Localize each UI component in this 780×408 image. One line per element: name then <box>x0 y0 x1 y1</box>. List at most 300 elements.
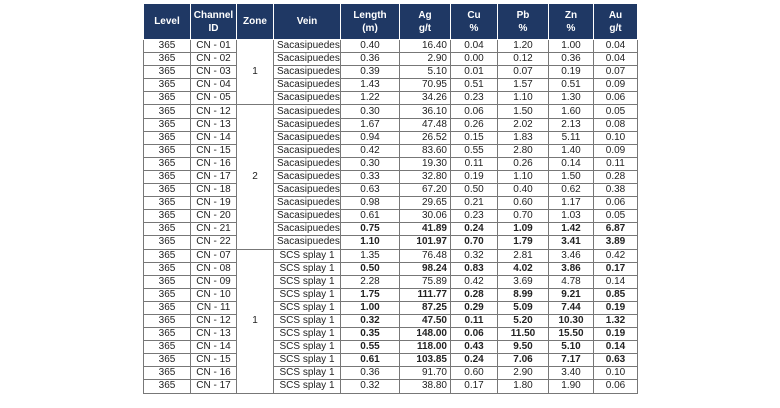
vein-cell: SCS splay 1 <box>274 354 341 367</box>
table-row <box>144 144 638 157</box>
length-cell: 0.33 <box>341 170 400 183</box>
pb-cell: 5.09 <box>498 301 549 314</box>
vein-cell: Sacasipuedes <box>274 157 341 170</box>
ag-cell: 34.26 <box>400 92 451 105</box>
vein-cell: Sacasipuedes <box>274 236 341 249</box>
zn-cell: 1.90 <box>549 380 594 393</box>
vein-cell: Sacasipuedes <box>274 79 341 92</box>
header-length <box>341 4 400 40</box>
pb-cell: 5.20 <box>498 314 549 327</box>
vein-cell: SCS splay 1 <box>274 301 341 314</box>
table-row <box>144 341 638 354</box>
level-cell: 365 <box>144 184 191 197</box>
au-cell: 0.08 <box>594 118 638 131</box>
channel-id-cell: CN - 22 <box>191 236 237 249</box>
length-cell: 0.50 <box>341 262 400 275</box>
table-row <box>144 314 638 327</box>
pb-cell: 1.57 <box>498 79 549 92</box>
vein-cell: Sacasipuedes <box>274 92 341 105</box>
ag-cell: 47.50 <box>400 314 451 327</box>
au-cell: 0.10 <box>594 131 638 144</box>
ag-cell: 67.20 <box>400 184 451 197</box>
table-row <box>144 157 638 170</box>
ag-cell: 91.70 <box>400 367 451 380</box>
vein-cell: Sacasipuedes <box>274 53 341 66</box>
length-cell: 0.30 <box>341 105 400 118</box>
au-cell: 6.87 <box>594 223 638 236</box>
pb-cell: 1.79 <box>498 236 549 249</box>
channel-id-cell: CN - 07 <box>191 249 237 262</box>
zn-cell: 5.11 <box>549 131 594 144</box>
au-cell: 3.89 <box>594 236 638 249</box>
au-cell: 0.42 <box>594 249 638 262</box>
cu-cell: 0.60 <box>451 367 498 380</box>
level-cell: 365 <box>144 354 191 367</box>
pb-cell: 2.02 <box>498 118 549 131</box>
zn-cell: 0.19 <box>549 66 594 79</box>
channel-id-cell: CN - 19 <box>191 197 237 210</box>
ag-cell: 98.24 <box>400 262 451 275</box>
channel-id-cell: CN - 20 <box>191 210 237 223</box>
au-cell: 0.14 <box>594 341 638 354</box>
ag-cell: 26.52 <box>400 131 451 144</box>
channel-id-cell: CN - 04 <box>191 79 237 92</box>
table-row <box>144 236 638 249</box>
length-cell: 2.28 <box>341 275 400 288</box>
cu-cell: 0.00 <box>451 53 498 66</box>
zn-cell: 5.10 <box>549 341 594 354</box>
channel-id-cell: CN - 15 <box>191 144 237 157</box>
ag-cell: 87.25 <box>400 301 451 314</box>
zn-cell: 2.13 <box>549 118 594 131</box>
header-label: Length <box>353 9 387 21</box>
au-cell: 0.10 <box>594 367 638 380</box>
assay-results-table <box>143 3 638 394</box>
pb-cell: 0.12 <box>498 53 549 66</box>
vein-cell: SCS splay 1 <box>274 275 341 288</box>
channel-id-cell: CN - 08 <box>191 262 237 275</box>
vein-cell: SCS splay 1 <box>274 367 341 380</box>
pb-cell: 1.80 <box>498 380 549 393</box>
pb-cell: 0.26 <box>498 157 549 170</box>
ag-cell: 83.60 <box>400 144 451 157</box>
au-cell: 0.85 <box>594 288 638 301</box>
table-row <box>144 249 638 262</box>
header-unit: (m) <box>362 22 378 34</box>
channel-id-cell: CN - 10 <box>191 288 237 301</box>
channel-id-cell: CN - 03 <box>191 66 237 79</box>
pb-cell: 1.83 <box>498 131 549 144</box>
length-cell: 0.40 <box>341 40 400 53</box>
ag-cell: 75.89 <box>400 275 451 288</box>
au-cell: 0.09 <box>594 144 638 157</box>
ag-cell: 2.90 <box>400 53 451 66</box>
pb-cell: 8.99 <box>498 288 549 301</box>
zn-cell: 3.41 <box>549 236 594 249</box>
level-cell: 365 <box>144 170 191 183</box>
level-cell: 365 <box>144 79 191 92</box>
cu-cell: 0.04 <box>451 40 498 53</box>
au-cell: 0.06 <box>594 92 638 105</box>
pb-cell: 2.80 <box>498 144 549 157</box>
vein-cell: Sacasipuedes <box>274 66 341 79</box>
table-body <box>144 40 638 394</box>
ag-cell: 111.77 <box>400 288 451 301</box>
header-unit: % <box>566 22 576 34</box>
header-vein <box>274 4 341 40</box>
header-au <box>594 4 638 40</box>
au-cell: 1.32 <box>594 314 638 327</box>
pb-cell: 0.40 <box>498 184 549 197</box>
au-cell: 0.05 <box>594 105 638 118</box>
au-cell: 0.14 <box>594 275 638 288</box>
au-cell: 0.19 <box>594 328 638 341</box>
cu-cell: 0.21 <box>451 197 498 210</box>
zn-cell: 0.62 <box>549 184 594 197</box>
length-cell: 1.35 <box>341 249 400 262</box>
cu-cell: 0.29 <box>451 301 498 314</box>
zn-cell: 1.17 <box>549 197 594 210</box>
table-row <box>144 118 638 131</box>
header-label: Cu <box>467 9 481 21</box>
pb-cell: 1.10 <box>498 92 549 105</box>
zn-cell: 3.86 <box>549 262 594 275</box>
table-row <box>144 288 638 301</box>
header-label: Zn <box>564 9 578 21</box>
header-label: Level <box>154 16 180 27</box>
level-cell: 365 <box>144 66 191 79</box>
channel-id-cell: CN - 14 <box>191 341 237 354</box>
ag-cell: 32.80 <box>400 170 451 183</box>
level-cell: 365 <box>144 328 191 341</box>
ag-cell: 19.30 <box>400 157 451 170</box>
zn-cell: 7.17 <box>549 354 594 367</box>
vein-cell: Sacasipuedes <box>274 105 341 118</box>
cu-cell: 0.11 <box>451 157 498 170</box>
header-zn <box>549 4 594 40</box>
pb-cell: 11.50 <box>498 328 549 341</box>
vein-cell: SCS splay 1 <box>274 262 341 275</box>
length-cell: 0.36 <box>341 367 400 380</box>
table-row <box>144 210 638 223</box>
channel-id-cell: CN - 16 <box>191 367 237 380</box>
cu-cell: 0.83 <box>451 262 498 275</box>
table-row <box>144 275 638 288</box>
table-row <box>144 380 638 393</box>
vein-cell: Sacasipuedes <box>274 197 341 210</box>
cu-cell: 0.32 <box>451 249 498 262</box>
au-cell: 0.19 <box>594 301 638 314</box>
zn-cell: 7.44 <box>549 301 594 314</box>
cu-cell: 0.26 <box>451 118 498 131</box>
length-cell: 0.35 <box>341 328 400 341</box>
zone-cell: 2 <box>237 105 274 249</box>
cu-cell: 0.70 <box>451 236 498 249</box>
cu-cell: 0.23 <box>451 92 498 105</box>
channel-id-cell: CN - 21 <box>191 223 237 236</box>
ag-cell: 70.95 <box>400 79 451 92</box>
cu-cell: 0.23 <box>451 210 498 223</box>
pb-cell: 0.07 <box>498 66 549 79</box>
table-row <box>144 170 638 183</box>
table-row <box>144 40 638 53</box>
level-cell: 365 <box>144 157 191 170</box>
table-row <box>144 262 638 275</box>
cu-cell: 0.06 <box>451 328 498 341</box>
length-cell: 0.30 <box>341 157 400 170</box>
cu-cell: 0.43 <box>451 341 498 354</box>
au-cell: 0.06 <box>594 380 638 393</box>
cu-cell: 0.24 <box>451 354 498 367</box>
ag-cell: 29.65 <box>400 197 451 210</box>
pb-cell: 1.10 <box>498 170 549 183</box>
length-cell: 0.61 <box>341 210 400 223</box>
level-cell: 365 <box>144 314 191 327</box>
header-unit: % <box>469 22 479 34</box>
cu-cell: 0.28 <box>451 288 498 301</box>
vein-cell: Sacasipuedes <box>274 40 341 53</box>
au-cell: 0.05 <box>594 210 638 223</box>
channel-id-cell: CN - 17 <box>191 170 237 183</box>
cu-cell: 0.01 <box>451 66 498 79</box>
zn-cell: 9.21 <box>549 288 594 301</box>
header-label: Pb <box>516 9 530 21</box>
ag-cell: 103.85 <box>400 354 451 367</box>
header-channel-id <box>191 4 237 40</box>
ag-cell: 118.00 <box>400 341 451 354</box>
channel-id-cell: CN - 11 <box>191 301 237 314</box>
level-cell: 365 <box>144 288 191 301</box>
zn-cell: 1.60 <box>549 105 594 118</box>
length-cell: 0.39 <box>341 66 400 79</box>
table-row <box>144 197 638 210</box>
channel-id-cell: CN - 01 <box>191 40 237 53</box>
length-cell: 0.94 <box>341 131 400 144</box>
vein-cell: Sacasipuedes <box>274 144 341 157</box>
zn-cell: 3.40 <box>549 367 594 380</box>
header-unit: ID <box>208 22 219 34</box>
vein-cell: Sacasipuedes <box>274 131 341 144</box>
vein-cell: Sacasipuedes <box>274 184 341 197</box>
cu-cell: 0.17 <box>451 380 498 393</box>
ag-cell: 16.40 <box>400 40 451 53</box>
cu-cell: 0.06 <box>451 105 498 118</box>
vein-cell: Sacasipuedes <box>274 223 341 236</box>
channel-id-cell: CN - 18 <box>191 184 237 197</box>
cu-cell: 0.51 <box>451 79 498 92</box>
header-level <box>144 4 191 40</box>
channel-id-cell: CN - 05 <box>191 92 237 105</box>
au-cell: 0.38 <box>594 184 638 197</box>
header-label: Au <box>608 9 623 21</box>
au-cell: 0.07 <box>594 66 638 79</box>
level-cell: 365 <box>144 341 191 354</box>
vein-cell: Sacasipuedes <box>274 210 341 223</box>
vein-cell: SCS splay 1 <box>274 341 341 354</box>
header-unit: % <box>518 22 528 34</box>
pb-cell: 9.50 <box>498 341 549 354</box>
channel-id-cell: CN - 14 <box>191 131 237 144</box>
length-cell: 0.63 <box>341 184 400 197</box>
level-cell: 365 <box>144 367 191 380</box>
pb-cell: 2.90 <box>498 367 549 380</box>
cu-cell: 0.19 <box>451 170 498 183</box>
level-cell: 365 <box>144 197 191 210</box>
level-cell: 365 <box>144 380 191 393</box>
ag-cell: 36.10 <box>400 105 451 118</box>
zn-cell: 1.40 <box>549 144 594 157</box>
table-row <box>144 92 638 105</box>
pb-cell: 0.60 <box>498 197 549 210</box>
header-cu <box>451 4 498 40</box>
au-cell: 0.06 <box>594 197 638 210</box>
channel-id-cell: CN - 09 <box>191 275 237 288</box>
cu-cell: 0.50 <box>451 184 498 197</box>
header-pb <box>498 4 549 40</box>
level-cell: 365 <box>144 40 191 53</box>
table-row <box>144 354 638 367</box>
zn-cell: 4.78 <box>549 275 594 288</box>
au-cell: 0.09 <box>594 79 638 92</box>
cu-cell: 0.24 <box>451 223 498 236</box>
header-row <box>144 4 638 40</box>
header-ag <box>400 4 451 40</box>
zn-cell: 15.50 <box>549 328 594 341</box>
cu-cell: 0.55 <box>451 144 498 157</box>
length-cell: 0.32 <box>341 380 400 393</box>
table-row <box>144 105 638 118</box>
channel-id-cell: CN - 12 <box>191 105 237 118</box>
au-cell: 0.04 <box>594 40 638 53</box>
level-cell: 365 <box>144 144 191 157</box>
vein-cell: SCS splay 1 <box>274 328 341 341</box>
au-cell: 0.28 <box>594 170 638 183</box>
zn-cell: 0.14 <box>549 157 594 170</box>
level-cell: 365 <box>144 118 191 131</box>
length-cell: 1.00 <box>341 301 400 314</box>
header-unit: g/t <box>609 22 622 34</box>
ag-cell: 47.48 <box>400 118 451 131</box>
au-cell: 0.17 <box>594 262 638 275</box>
ag-cell: 38.80 <box>400 380 451 393</box>
level-cell: 365 <box>144 92 191 105</box>
au-cell: 0.11 <box>594 157 638 170</box>
level-cell: 365 <box>144 105 191 118</box>
cu-cell: 0.15 <box>451 131 498 144</box>
cu-cell: 0.11 <box>451 314 498 327</box>
pb-cell: 0.70 <box>498 210 549 223</box>
header-unit: g/t <box>418 22 432 34</box>
level-cell: 365 <box>144 275 191 288</box>
table-row <box>144 66 638 79</box>
zone-cell: 1 <box>237 249 274 393</box>
zn-cell: 1.30 <box>549 92 594 105</box>
channel-id-cell: CN - 17 <box>191 380 237 393</box>
ag-cell: 76.48 <box>400 249 451 262</box>
vein-cell: SCS splay 1 <box>274 288 341 301</box>
table-row <box>144 301 638 314</box>
au-cell: 0.04 <box>594 53 638 66</box>
channel-id-cell: CN - 12 <box>191 314 237 327</box>
length-cell: 1.43 <box>341 79 400 92</box>
zone-cell: 1 <box>237 40 274 105</box>
zn-cell: 1.03 <box>549 210 594 223</box>
ag-cell: 30.06 <box>400 210 451 223</box>
length-cell: 0.36 <box>341 53 400 66</box>
pb-cell: 1.09 <box>498 223 549 236</box>
pb-cell: 1.20 <box>498 40 549 53</box>
ag-cell: 41.89 <box>400 223 451 236</box>
pb-cell: 1.50 <box>498 105 549 118</box>
pb-cell: 7.06 <box>498 354 549 367</box>
au-cell: 0.63 <box>594 354 638 367</box>
pb-cell: 3.69 <box>498 275 549 288</box>
zn-cell: 1.42 <box>549 223 594 236</box>
pb-cell: 2.81 <box>498 249 549 262</box>
level-cell: 365 <box>144 53 191 66</box>
level-cell: 365 <box>144 131 191 144</box>
channel-id-cell: CN - 13 <box>191 328 237 341</box>
zn-cell: 0.51 <box>549 79 594 92</box>
ag-cell: 5.10 <box>400 66 451 79</box>
level-cell: 365 <box>144 262 191 275</box>
zn-cell: 1.00 <box>549 40 594 53</box>
zn-cell: 3.46 <box>549 249 594 262</box>
zn-cell: 10.30 <box>549 314 594 327</box>
length-cell: 1.75 <box>341 288 400 301</box>
header-label: Ag <box>418 9 432 21</box>
table-row <box>144 184 638 197</box>
length-cell: 0.61 <box>341 354 400 367</box>
length-cell: 0.98 <box>341 197 400 210</box>
cu-cell: 0.42 <box>451 275 498 288</box>
length-cell: 0.42 <box>341 144 400 157</box>
table-row <box>144 223 638 236</box>
vein-cell: SCS splay 1 <box>274 380 341 393</box>
channel-id-cell: CN - 02 <box>191 53 237 66</box>
level-cell: 365 <box>144 223 191 236</box>
vein-cell: Sacasipuedes <box>274 170 341 183</box>
channel-id-cell: CN - 13 <box>191 118 237 131</box>
length-cell: 0.55 <box>341 341 400 354</box>
table-row <box>144 79 638 92</box>
channel-id-cell: CN - 15 <box>191 354 237 367</box>
level-cell: 365 <box>144 210 191 223</box>
length-cell: 0.75 <box>341 223 400 236</box>
level-cell: 365 <box>144 301 191 314</box>
header-label: Vein <box>296 16 318 27</box>
pb-cell: 4.02 <box>498 262 549 275</box>
vein-cell: SCS splay 1 <box>274 249 341 262</box>
length-cell: 0.32 <box>341 314 400 327</box>
level-cell: 365 <box>144 236 191 249</box>
vein-cell: SCS splay 1 <box>274 314 341 327</box>
header-label: Channel <box>193 9 234 21</box>
length-cell: 1.10 <box>341 236 400 249</box>
table-row <box>144 53 638 66</box>
table-row <box>144 367 638 380</box>
level-cell: 365 <box>144 249 191 262</box>
header-label: Zone <box>243 16 267 27</box>
zn-cell: 0.36 <box>549 53 594 66</box>
zn-cell: 1.50 <box>549 170 594 183</box>
table-row <box>144 328 638 341</box>
header-zone <box>237 4 274 40</box>
ag-cell: 101.97 <box>400 236 451 249</box>
ag-cell: 148.00 <box>400 328 451 341</box>
length-cell: 1.22 <box>341 92 400 105</box>
length-cell: 1.67 <box>341 118 400 131</box>
